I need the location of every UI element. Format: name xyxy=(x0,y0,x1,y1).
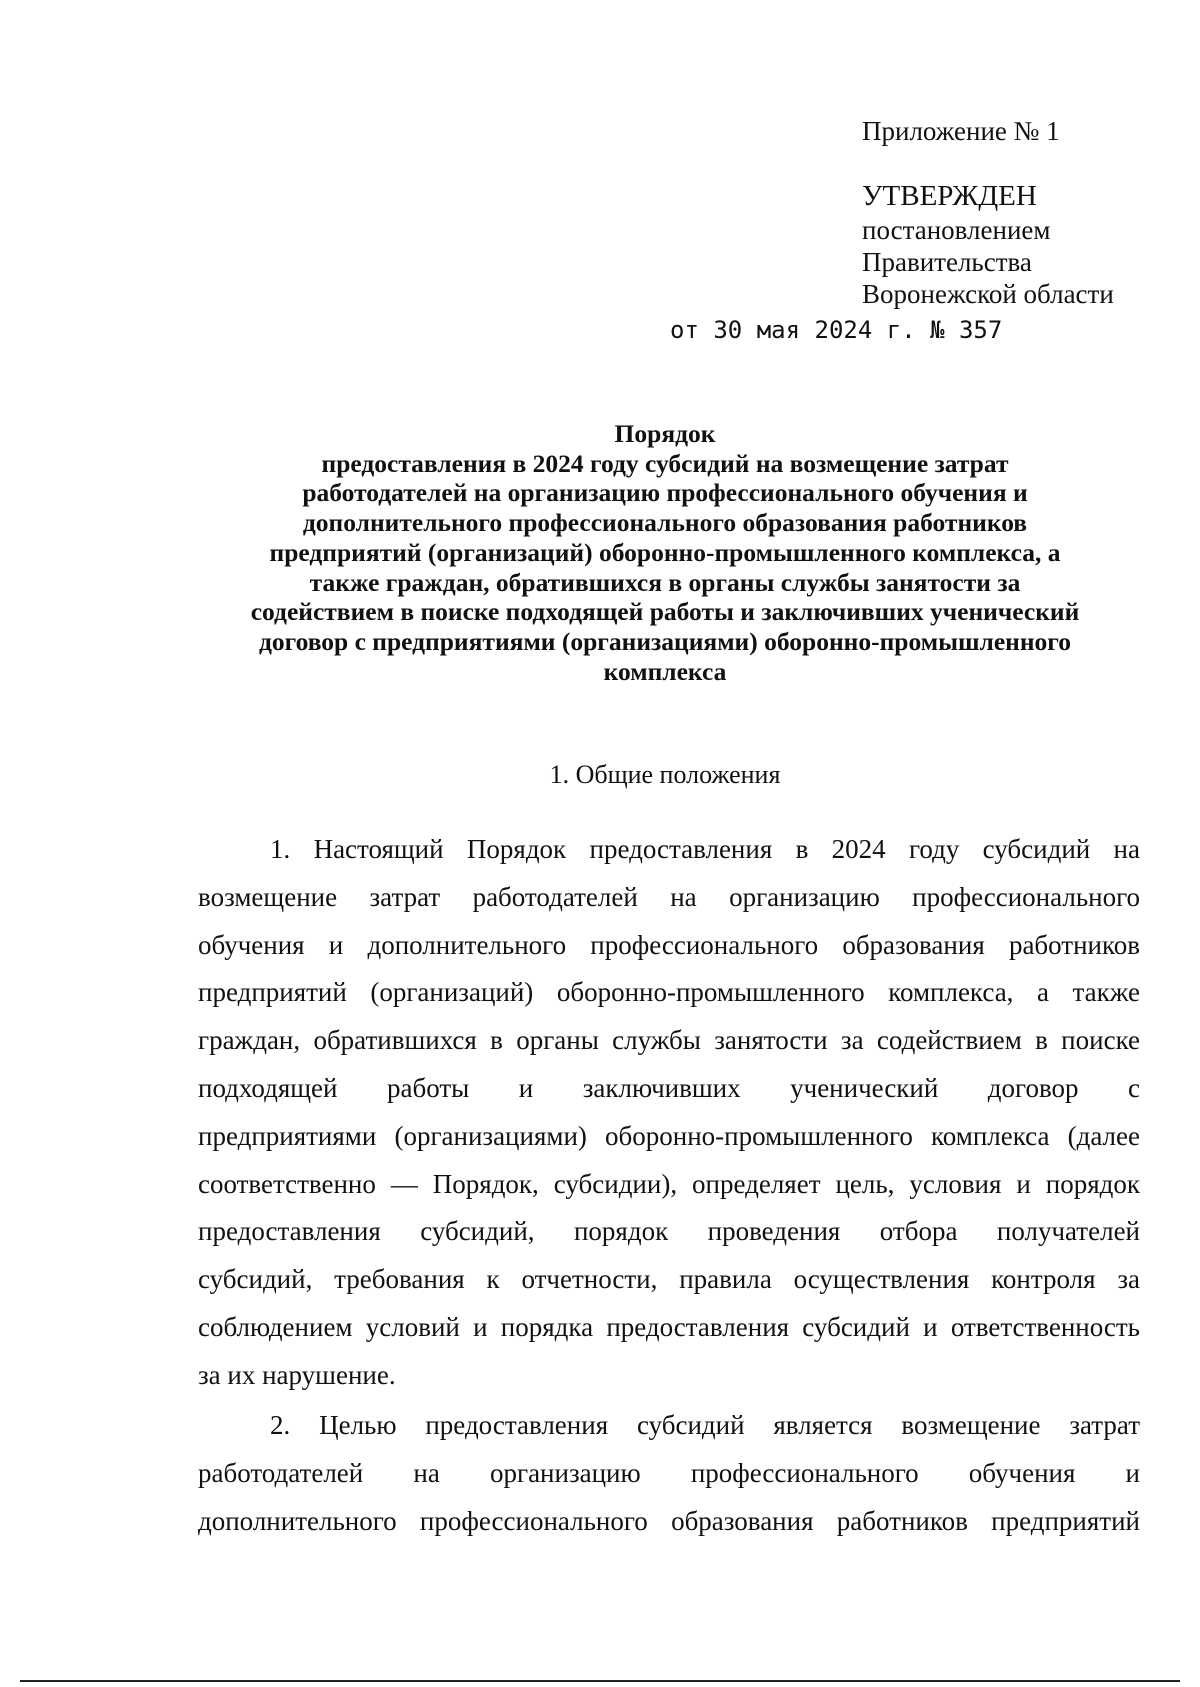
document-title xyxy=(185,419,1145,686)
paragraph-line: соответственно — Порядок, субсидии), определяет цель, условия и порядок xyxy=(198,1168,1140,1199)
paragraph-line: 2. Целью предоставления субсидий является возмещение затрат xyxy=(270,1410,1140,1440)
approved-by-line: Правительства xyxy=(862,247,1032,277)
paragraph-line: 1. Настоящий Порядок предоставления в 2024 году субсидий на xyxy=(270,834,1140,864)
title-line: предприятий (организаций) оборонно-промышленного комплекса, а xyxy=(269,537,1061,567)
paragraph-line: подходящей работы и заключивших ученический договор с xyxy=(198,1072,1140,1103)
title-line: работодателей на организацию профессионального обучения и xyxy=(302,478,1028,508)
approved-by-line: постановлением xyxy=(862,215,1051,245)
title-line: дополнительного профессионального образования работников xyxy=(302,508,1028,538)
paragraph-1 xyxy=(198,826,1140,1400)
paragraph-line: граждан, обратившихся в органы службы занятости за содействием в поиске xyxy=(198,1025,1140,1056)
paragraph-line: дополнительного профессионального образования работников предприятий xyxy=(198,1505,1140,1536)
paragraph-line: субсидий, требования к отчетности, правила осуществления контроля за xyxy=(198,1264,1140,1295)
paragraph-line: предприятий (организаций) оборонно-промышленного комплекса, а также xyxy=(198,977,1140,1008)
paragraph-line: соблюдением условий и порядка предоставления субсидий и ответственность xyxy=(198,1311,1140,1342)
decree-number: от 30 мая 2024 г. № 357 xyxy=(670,316,1003,344)
title-line: содействием в поиске подходящей работы и заключивших ученический xyxy=(250,597,1080,627)
approval-block xyxy=(862,178,1114,310)
paragraph-line: обучения и дополнительного профессионального образования работников xyxy=(198,929,1140,960)
title-line: комплекса xyxy=(603,656,727,686)
page-bottom-rule xyxy=(20,1680,1180,1682)
title-line: договор с предприятиями (организациями) оборонно-промышленного xyxy=(259,626,1071,656)
paragraph-line: работодателей на организацию профессионального обучения и xyxy=(198,1457,1140,1488)
approved-heading: УТВЕРЖДЕН xyxy=(862,180,1037,212)
paragraph-line: предприятиями (организациями) оборонно-промышленного комплекса (далее xyxy=(198,1120,1140,1151)
title-line: предоставления в 2024 году субсидий на возмещение затрат xyxy=(321,448,1009,478)
appendix-label: Приложение № 1 xyxy=(862,116,1060,146)
section-heading: 1. Общие положения xyxy=(549,760,781,789)
paragraph-line: предоставления субсидий, порядок проведения отбора получателей xyxy=(198,1216,1140,1247)
title-heading: Порядок xyxy=(614,419,716,448)
title-line: также граждан, обратившихся в органы службы занятости за xyxy=(309,567,1021,597)
paragraph-line: возмещение затрат работодателей на организацию профессионального xyxy=(198,881,1140,912)
paragraph-line: за их нарушение. xyxy=(198,1359,396,1390)
paragraph-2 xyxy=(198,1402,1140,1545)
approved-by-line: Воронежской области xyxy=(862,279,1114,309)
